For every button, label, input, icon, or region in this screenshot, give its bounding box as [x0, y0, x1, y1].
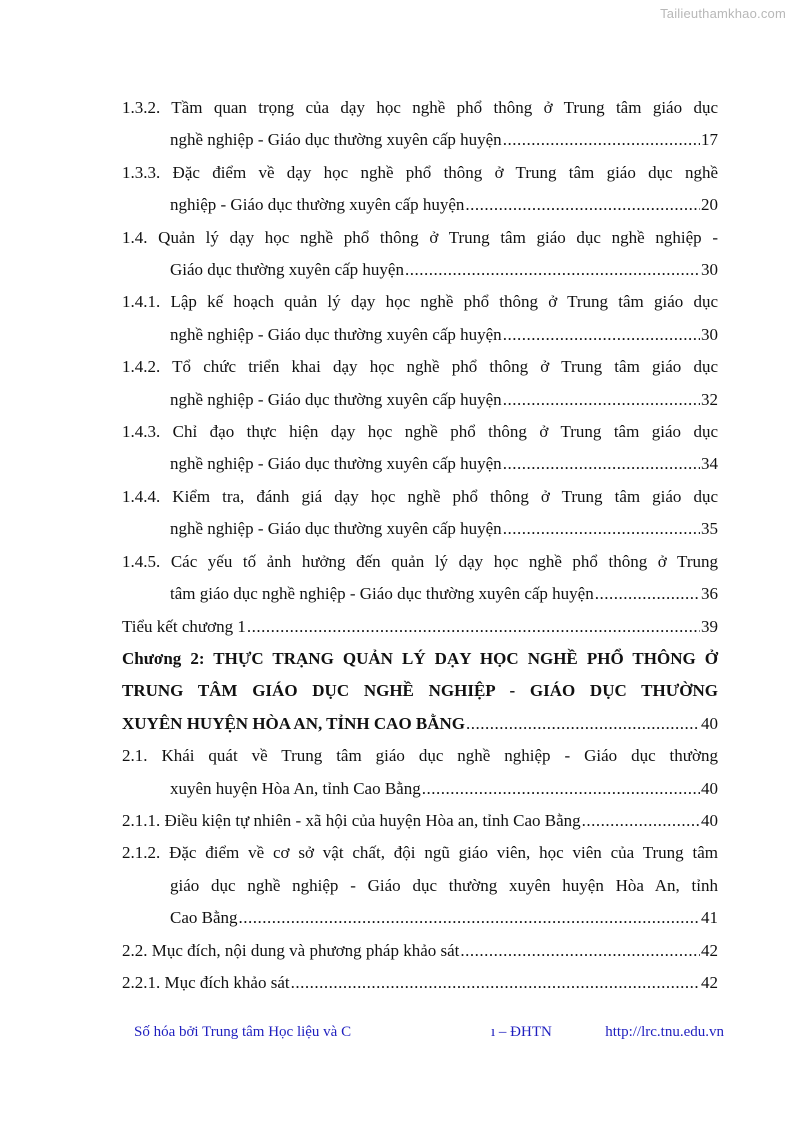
toc-entry[interactable]: 1.4. Quản lý dạy học nghề phổ thông ở Trung tâm giáo dục nghề nghiệp - Giáo dục thường xuyên cấp huyện ..... 30: [122, 222, 718, 287]
footer-credit: Số hóa bởi Trung tâm Học liệu và C: [134, 1024, 352, 1040]
toc-entry[interactable]: 2.1. Khái quát về Trung tâm giáo dục nghề nghiệp - Giáo dục thường xuyên huyện Hòa An, tỉnh Cao Bằng ..... 40: [122, 740, 718, 805]
toc-entry[interactable]: 1.3.2. Tầm quan trọng của dạy học nghề phổ thông ở Trung tâm giáo dục nghề nghiệp - Giáo dục thường xuyên cấp huyện ..... 17: [122, 92, 718, 157]
toc-entry[interactable]: 1.4.4. Kiểm tra, đánh giá dạy học nghề phổ thông ở Trung tâm giáo dục nghề nghiệp - Giáo dục thường xuyên cấp huyện ..... 35: [122, 481, 718, 546]
toc-entry[interactable]: 2.1.1. Điều kiện tự nhiên - xã hội của huyện Hòa an, tỉnh Cao Bằng ..... 40: [122, 805, 718, 837]
toc-entry[interactable]: 2.2.1. Mục đích khảo sát ..... 42: [122, 967, 718, 999]
table-of-contents: [122, 92, 718, 999]
toc-entry[interactable]: 2.1.2. Đặc điểm về cơ sở vật chất, đội ngũ giáo viên, học viên của Trung tâm giáo dục nghề nghiệp - Giáo dục thường xuyên huyện Hòa An, tỉnh Cao Bằng ..... 41: [122, 837, 718, 934]
toc-entry[interactable]: Tiểu kết chương 1 ..... 39: [122, 611, 718, 643]
toc-entry[interactable]: 1.4.5. Các yếu tố ảnh hưởng đến quản lý dạy học nghề phổ thông ở Trung tâm giáo dục nghề nghiệp - Giáo dục thường xuyên cấp huyện ..... 36: [122, 546, 718, 611]
toc-entry[interactable]: 1.4.1. Lập kế hoạch quản lý dạy học nghề phổ thông ở Trung tâm giáo dục nghề nghiệp - Giáo dục thường xuyên cấp huyện ..... 30: [122, 286, 718, 351]
toc-entry[interactable]: 1.3.3. Đặc điểm về dạy học nghề phổ thông ở Trung tâm giáo dục nghề nghiệp - Giáo dục thường xuyên cấp huyện ..... 20: [122, 157, 718, 222]
toc-entry[interactable]: 1.4.3. Chỉ đạo thực hiện dạy học nghề phổ thông ở Trung tâm giáo dục nghề nghiệp - Giáo dục thường xuyên cấp huyện ..... 34: [122, 416, 718, 481]
footer-link[interactable]: http://lrc.tnu.edu.vn: [605, 1024, 724, 1040]
footer-org: ı – ĐHTN: [491, 1024, 552, 1040]
toc-chapter-2[interactable]: Chương 2: THỰC TRẠNG QUẢN LÝ DẠY HỌC NGHỀ PHỔ THÔNG Ở TRUNG TÂM GIÁO DỤC NGHỀ NGHIỆP - GIÁO DỤC THƯỜNG XUYÊN HUYỆN HÒA AN, TỈNH CAO BẰNG ..... 40: [122, 643, 718, 740]
toc-entry[interactable]: 1.4.2. Tổ chức triển khai dạy học nghề phổ thông ở Trung tâm giáo dục nghề nghiệp - Giáo dục thường xuyên cấp huyện ..... 32: [122, 351, 718, 416]
watermark: Tailieuthamkhao.com: [660, 6, 786, 21]
toc-entry[interactable]: 2.2. Mục đích, nội dung và phương pháp khảo sát ..... 42: [122, 935, 718, 967]
